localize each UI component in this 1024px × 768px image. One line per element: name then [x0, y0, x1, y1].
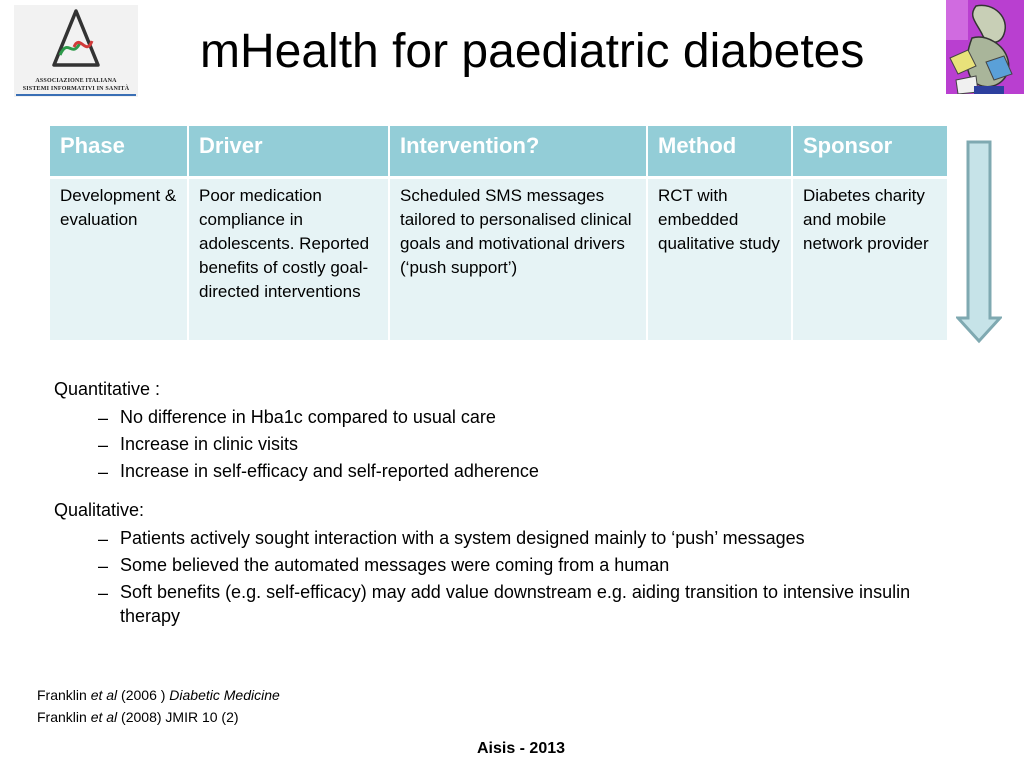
table-header-row: [50, 126, 947, 178]
reference-etal: et al: [90, 709, 118, 725]
corner-illustration: [946, 0, 1024, 94]
bullet-dash: –: [98, 408, 109, 428]
references: [37, 684, 280, 728]
logo-text-line2: SISTEMI INFORMATIVI IN SANITÀ: [22, 86, 130, 92]
header-phase: Phase: [50, 126, 188, 178]
quantitative-heading: Quantitative :: [54, 379, 161, 399]
bullet-dash: –: [98, 529, 109, 549]
logo-emblem-icon: [50, 7, 102, 73]
reference-details: (2008) JMIR 10 (2): [117, 709, 239, 725]
list-item-text: Patients actively sought interaction with a system designed mainly to ‘push’ messages: [120, 528, 805, 548]
cell-sponsor: Diabetes charity and mobile network provider: [792, 178, 947, 341]
list-item: [54, 553, 954, 577]
list-item: [54, 526, 954, 550]
bullet-dash: –: [98, 556, 109, 576]
project-table: [50, 126, 947, 340]
list-item-text: Increase in self-efficacy and self-reported adherence: [120, 461, 539, 481]
header-driver: Driver: [188, 126, 389, 178]
reference-item: [37, 706, 280, 728]
reference-item: [37, 684, 280, 706]
list-item: [54, 580, 954, 628]
reference-details: (2006 ): [117, 687, 170, 703]
header-intervention: Intervention?: [389, 126, 647, 178]
slide-footer: Aisis - 2013: [476, 740, 566, 757]
cell-phase: Development & evaluation: [50, 178, 188, 341]
cell-intervention: Scheduled SMS messages tailored to personalised clinical goals and motivational drivers (‘push support’): [389, 178, 647, 341]
reference-author: Franklin: [37, 687, 91, 703]
logo-text-line1: ASSOCIAZIONE ITALIANA: [35, 78, 117, 84]
list-item-text: Increase in clinic visits: [120, 434, 299, 454]
list-item-text: No difference in Hba1c compared to usual care: [120, 407, 496, 427]
down-arrow-icon: [956, 140, 1002, 344]
list-item: [54, 459, 954, 483]
reference-author: Franklin: [37, 709, 91, 725]
slide-title: mHealth for paediatric diabetes: [200, 25, 865, 78]
cell-method: RCT with embedded qualitative study: [647, 178, 792, 341]
list-item: [54, 405, 954, 429]
logo-underline: [16, 94, 136, 96]
list-item-text: Some believed the automated messages were coming from a human: [120, 555, 670, 575]
bullet-dash: –: [98, 583, 109, 603]
findings-section: [54, 376, 954, 628]
bullet-dash: –: [98, 462, 109, 482]
list-item-text: Soft benefits (e.g. self-efficacy) may add value downstream e.g. aiding transition to intensive insulin therapy: [120, 582, 911, 626]
table-row: [50, 178, 947, 341]
bullet-dash: –: [98, 435, 109, 455]
aisis-logo: [14, 5, 138, 97]
list-item: [54, 432, 954, 456]
reference-etal: et al: [90, 687, 118, 703]
reference-journal: Diabetic Medicine: [169, 687, 280, 703]
cell-driver: Poor medication compliance in adolescents. Reported benefits of costly goal-directed interventions: [188, 178, 389, 341]
header-sponsor: Sponsor: [792, 126, 947, 178]
qualitative-heading: Qualitative:: [54, 500, 145, 520]
header-method: Method: [647, 126, 792, 178]
